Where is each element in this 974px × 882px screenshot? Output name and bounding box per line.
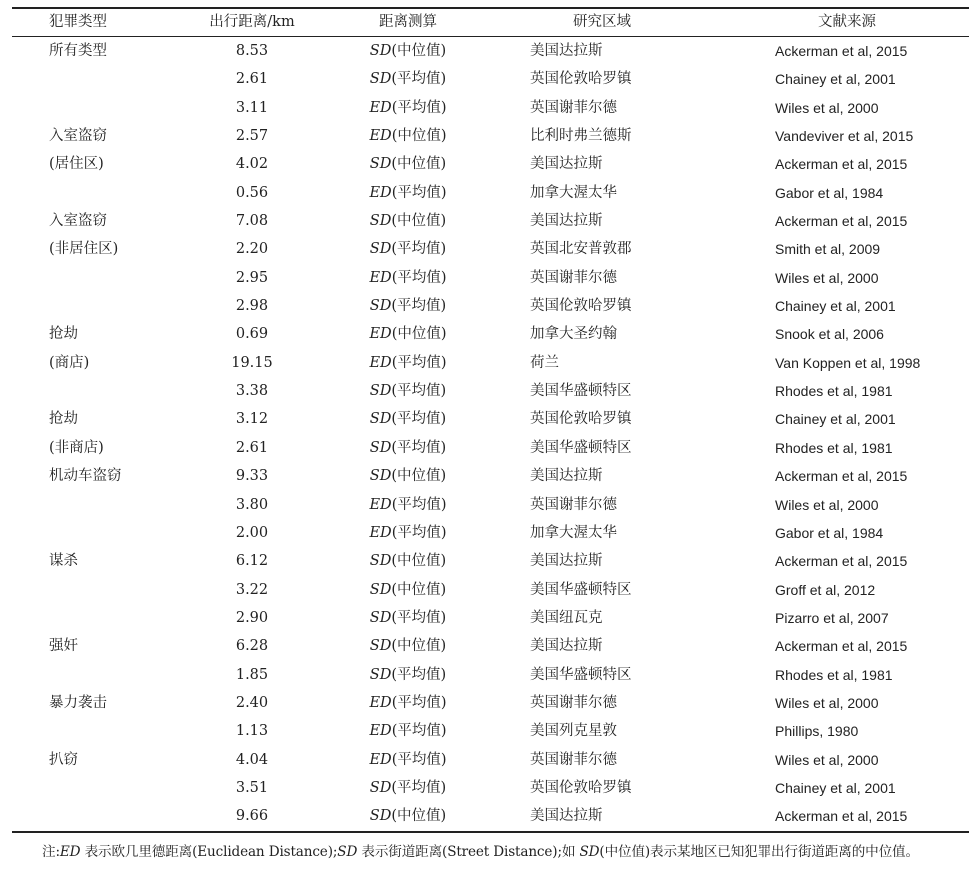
cell-method bbox=[352, 746, 464, 774]
cell-crime-type: 强奸 bbox=[49, 638, 78, 655]
table-row bbox=[12, 661, 969, 689]
cell-distance: 9.66 bbox=[235, 808, 269, 825]
method-stat: (中位值) bbox=[391, 581, 447, 598]
cell-region: 美国华盛顿特区 bbox=[530, 666, 632, 683]
cell-method bbox=[352, 292, 464, 320]
method-stat: (中位值) bbox=[391, 808, 447, 825]
cell-region: 英国伦敦哈罗镇 bbox=[530, 298, 632, 315]
method-abbr: ED bbox=[369, 354, 392, 371]
method-stat: (中位值) bbox=[391, 128, 447, 145]
note-prefix: 注: bbox=[42, 844, 60, 860]
cell-crime-type: 抢劫 bbox=[49, 411, 78, 428]
table-row bbox=[12, 264, 969, 292]
cell-region: 美国达拉斯 bbox=[530, 808, 603, 825]
cell-region: 美国达拉斯 bbox=[530, 468, 603, 485]
table-row bbox=[12, 150, 969, 178]
method-abbr: ED bbox=[369, 269, 392, 286]
cell-source: Wiles et al, 2000 bbox=[775, 694, 879, 711]
method-abbr: SD bbox=[369, 808, 392, 825]
cell-crime-type: 扒窃 bbox=[49, 751, 78, 768]
table-row bbox=[12, 349, 969, 377]
table-row bbox=[12, 377, 969, 405]
cell-source: Wiles et al, 2000 bbox=[775, 751, 879, 768]
cell-source: Ackerman et al, 2015 bbox=[775, 213, 908, 230]
method-stat: (平均值) bbox=[391, 439, 447, 456]
method-stat: (中位值) bbox=[391, 43, 447, 59]
cell-crime-type: 机动车盗窃 bbox=[49, 468, 122, 485]
cell-region: 加拿大渥太华 bbox=[530, 184, 617, 201]
cell-region: 英国伦敦哈罗镇 bbox=[530, 411, 632, 428]
cell-region: 美国华盛顿特区 bbox=[530, 439, 632, 456]
crime-distance-table bbox=[12, 7, 969, 833]
cell-distance: 1.85 bbox=[235, 666, 269, 683]
cell-region: 英国伦敦哈罗镇 bbox=[530, 779, 632, 796]
method-abbr: ED bbox=[369, 694, 392, 711]
method-abbr: SD bbox=[369, 581, 392, 598]
table-row bbox=[12, 65, 969, 93]
cell-crime-type: (非商店) bbox=[49, 439, 104, 456]
cell-method bbox=[352, 150, 464, 178]
cell-region: 英国北安普敦郡 bbox=[530, 241, 632, 258]
table-row bbox=[12, 604, 969, 632]
cell-method bbox=[352, 547, 464, 575]
table-row bbox=[12, 689, 969, 717]
cell-distance: 6.12 bbox=[235, 553, 269, 570]
cell-source: Chainey et al, 2001 bbox=[775, 411, 896, 428]
table-row bbox=[12, 320, 969, 348]
cell-distance: 3.22 bbox=[235, 581, 269, 598]
cell-region: 英国伦敦哈罗镇 bbox=[530, 71, 632, 88]
cell-method bbox=[352, 37, 464, 65]
table-row bbox=[12, 717, 969, 745]
cell-crime-type: (商店) bbox=[49, 354, 90, 371]
table-row bbox=[12, 122, 969, 150]
cell-distance: 6.28 bbox=[235, 638, 269, 655]
cell-distance: 3.11 bbox=[235, 99, 269, 116]
cell-region: 美国达拉斯 bbox=[530, 638, 603, 655]
method-abbr: SD bbox=[369, 43, 392, 59]
cell-region: 英国谢菲尔德 bbox=[530, 269, 617, 286]
cell-source: Pizarro et al, 2007 bbox=[775, 609, 889, 626]
cell-region: 美国华盛顿特区 bbox=[530, 581, 632, 598]
cell-distance: 2.98 bbox=[235, 298, 269, 315]
table-row bbox=[12, 405, 969, 433]
method-stat: (平均值) bbox=[391, 411, 447, 428]
method-stat: (平均值) bbox=[391, 496, 447, 513]
cell-distance: 7.08 bbox=[235, 213, 269, 230]
method-abbr: ED bbox=[369, 128, 392, 145]
cell-distance: 3.38 bbox=[235, 383, 269, 400]
cell-region: 英国谢菲尔德 bbox=[530, 496, 617, 513]
cell-method bbox=[352, 320, 464, 348]
cell-source: Smith et al, 2009 bbox=[775, 241, 881, 258]
note-sd-abbr: SD bbox=[337, 844, 358, 860]
cell-region: 加拿大圣约翰 bbox=[530, 326, 617, 343]
method-abbr: SD bbox=[369, 609, 392, 626]
method-abbr: SD bbox=[369, 213, 392, 230]
cell-region: 美国列克星敦 bbox=[530, 723, 617, 740]
cell-crime-type: 抢劫 bbox=[49, 326, 78, 343]
table-row bbox=[12, 207, 969, 235]
cell-method bbox=[352, 689, 464, 717]
cell-region: 荷兰 bbox=[530, 354, 559, 371]
cell-distance: 0.56 bbox=[235, 184, 269, 201]
cell-source: Gabor et al, 1984 bbox=[775, 184, 884, 201]
cell-source: Chainey et al, 2001 bbox=[775, 71, 896, 88]
cell-crime-type: 入室盗窃 bbox=[49, 128, 107, 145]
cell-method bbox=[352, 604, 464, 632]
note-ed-abbr: ED bbox=[59, 844, 81, 860]
table-row bbox=[12, 235, 969, 263]
method-abbr: SD bbox=[369, 439, 392, 456]
cell-method bbox=[352, 519, 464, 547]
cell-method bbox=[352, 349, 464, 377]
cell-distance: 0.69 bbox=[235, 326, 269, 343]
cell-distance: 1.13 bbox=[235, 723, 269, 740]
table-row bbox=[12, 434, 969, 462]
cell-source: Wiles et al, 2000 bbox=[775, 496, 879, 513]
method-stat: (中位值) bbox=[391, 638, 447, 655]
table-row bbox=[12, 37, 969, 65]
cell-method bbox=[352, 405, 464, 433]
cell-method bbox=[352, 94, 464, 122]
method-stat: (平均值) bbox=[391, 99, 447, 116]
cell-source: Rhodes et al, 1981 bbox=[775, 383, 893, 400]
cell-source: Rhodes et al, 1981 bbox=[775, 439, 893, 456]
cell-region: 美国纽瓦克 bbox=[530, 609, 603, 626]
cell-distance: 4.04 bbox=[235, 751, 269, 768]
header-method: 距离测算 bbox=[379, 14, 437, 30]
cell-method bbox=[352, 717, 464, 745]
table-row bbox=[12, 632, 969, 660]
method-stat: (中位值) bbox=[391, 553, 447, 570]
method-stat: (中位值) bbox=[391, 213, 447, 230]
method-abbr: ED bbox=[369, 99, 392, 116]
table-body bbox=[12, 37, 969, 831]
method-stat: (中位值) bbox=[391, 468, 447, 485]
method-stat: (平均值) bbox=[391, 383, 447, 400]
cell-source: Ackerman et al, 2015 bbox=[775, 553, 908, 570]
cell-source: Vandeviver et al, 2015 bbox=[775, 128, 914, 145]
cell-crime-type: 暴力袭击 bbox=[49, 694, 107, 711]
method-abbr: ED bbox=[369, 326, 392, 343]
method-stat: (平均值) bbox=[391, 241, 447, 258]
method-abbr: SD bbox=[369, 156, 392, 173]
cell-distance: 2.61 bbox=[235, 71, 269, 88]
cell-source: Rhodes et al, 1981 bbox=[775, 666, 893, 683]
method-abbr: SD bbox=[369, 71, 392, 88]
method-stat: (平均值) bbox=[391, 609, 447, 626]
cell-crime-type: 谋杀 bbox=[49, 553, 78, 570]
cell-distance: 3.12 bbox=[235, 411, 269, 428]
cell-region: 美国华盛顿特区 bbox=[530, 383, 632, 400]
cell-distance: 3.80 bbox=[235, 496, 269, 513]
method-stat: (平均值) bbox=[391, 723, 447, 740]
cell-source: Ackerman et al, 2015 bbox=[775, 43, 908, 59]
table-row bbox=[12, 94, 969, 122]
method-abbr: SD bbox=[369, 553, 392, 570]
cell-method bbox=[352, 122, 464, 150]
method-stat: (平均值) bbox=[391, 666, 447, 683]
cell-distance: 3.51 bbox=[235, 779, 269, 796]
cell-source: Ackerman et al, 2015 bbox=[775, 468, 908, 485]
method-abbr: SD bbox=[369, 241, 392, 258]
cell-method bbox=[352, 207, 464, 235]
table-note bbox=[42, 840, 972, 860]
header-distance: 出行距离/km bbox=[209, 14, 295, 30]
method-stat: (平均值) bbox=[391, 524, 447, 541]
table-row bbox=[12, 179, 969, 207]
cell-method bbox=[352, 179, 464, 207]
method-abbr: SD bbox=[369, 666, 392, 683]
cell-method bbox=[352, 235, 464, 263]
cell-region: 加拿大渥太华 bbox=[530, 524, 617, 541]
method-abbr: SD bbox=[369, 638, 392, 655]
table-row bbox=[12, 491, 969, 519]
cell-region: 英国谢菲尔德 bbox=[530, 694, 617, 711]
cell-source: Wiles et al, 2000 bbox=[775, 99, 879, 116]
cell-method bbox=[352, 434, 464, 462]
method-stat: (平均值) bbox=[391, 184, 447, 201]
method-stat: (平均值) bbox=[391, 71, 447, 88]
table-row bbox=[12, 746, 969, 774]
cell-source: Phillips, 1980 bbox=[775, 723, 859, 740]
table-row bbox=[12, 292, 969, 320]
cell-method bbox=[352, 802, 464, 830]
cell-source: Gabor et al, 1984 bbox=[775, 524, 884, 541]
method-abbr: SD bbox=[369, 779, 392, 796]
cell-method bbox=[352, 264, 464, 292]
note-sd2-text: (中位值)表示某地区已知犯罪出行街道距离的中位值。 bbox=[599, 844, 919, 860]
cell-distance: 19.15 bbox=[231, 354, 273, 371]
cell-method bbox=[352, 462, 464, 490]
cell-distance: 2.00 bbox=[235, 524, 269, 541]
cell-method bbox=[352, 65, 464, 93]
method-stat: (平均值) bbox=[391, 298, 447, 315]
cell-crime-type: 所有类型 bbox=[49, 43, 107, 59]
cell-method bbox=[352, 774, 464, 802]
table-row bbox=[12, 519, 969, 547]
method-abbr: ED bbox=[369, 751, 392, 768]
cell-distance: 2.20 bbox=[235, 241, 269, 258]
cell-region: 比利时弗兰德斯 bbox=[530, 128, 632, 145]
table-row bbox=[12, 774, 969, 802]
method-abbr: ED bbox=[369, 524, 392, 541]
table-row bbox=[12, 462, 969, 490]
method-abbr: ED bbox=[369, 184, 392, 201]
method-stat: (平均值) bbox=[391, 354, 447, 371]
cell-crime-type: 入室盗窃 bbox=[49, 213, 107, 230]
method-abbr: SD bbox=[369, 298, 392, 315]
cell-region: 美国达拉斯 bbox=[530, 553, 603, 570]
cell-source: Chainey et al, 2001 bbox=[775, 779, 896, 796]
table-row bbox=[12, 547, 969, 575]
cell-source: Ackerman et al, 2015 bbox=[775, 808, 908, 825]
method-stat: (中位值) bbox=[391, 326, 447, 343]
header-region: 研究区域 bbox=[573, 14, 631, 30]
cell-source: Ackerman et al, 2015 bbox=[775, 156, 908, 173]
note-sd2-abbr: SD bbox=[579, 844, 600, 860]
cell-method bbox=[352, 632, 464, 660]
method-stat: (平均值) bbox=[391, 694, 447, 711]
cell-region: 英国谢菲尔德 bbox=[530, 751, 617, 768]
cell-distance: 2.40 bbox=[235, 694, 269, 711]
note-ed-text: 表示欧几里德距离(Euclidean Distance); bbox=[84, 844, 338, 860]
method-stat: (平均值) bbox=[391, 779, 447, 796]
cell-distance: 2.61 bbox=[235, 439, 269, 456]
cell-method bbox=[352, 576, 464, 604]
cell-distance: 2.90 bbox=[235, 609, 269, 626]
table-row bbox=[12, 802, 969, 830]
method-stat: (平均值) bbox=[391, 269, 447, 286]
cell-region: 英国谢菲尔德 bbox=[530, 99, 617, 116]
table-row bbox=[12, 576, 969, 604]
table-header-row bbox=[12, 9, 969, 36]
cell-source: Wiles et al, 2000 bbox=[775, 269, 879, 286]
method-stat: (中位值) bbox=[391, 156, 447, 173]
cell-crime-type: (居住区) bbox=[49, 156, 104, 173]
cell-distance: 8.53 bbox=[235, 43, 269, 59]
method-abbr: ED bbox=[369, 723, 392, 740]
cell-source: Groff et al, 2012 bbox=[775, 581, 876, 598]
cell-distance: 2.95 bbox=[235, 269, 269, 286]
cell-source: Van Koppen et al, 1998 bbox=[775, 354, 921, 371]
cell-crime-type: (非居住区) bbox=[49, 241, 119, 258]
cell-method bbox=[352, 491, 464, 519]
cell-distance: 4.02 bbox=[235, 156, 269, 173]
cell-region: 美国达拉斯 bbox=[530, 43, 603, 59]
header-source: 文献来源 bbox=[818, 14, 876, 30]
method-abbr: SD bbox=[369, 468, 392, 485]
cell-source: Ackerman et al, 2015 bbox=[775, 638, 908, 655]
method-abbr: ED bbox=[369, 496, 392, 513]
note-sd-text: 表示街道距离(Street Distance);如 bbox=[361, 844, 576, 860]
method-abbr: SD bbox=[369, 411, 392, 428]
cell-region: 美国达拉斯 bbox=[530, 156, 603, 173]
table-bottom-rule bbox=[12, 831, 969, 833]
header-crime-type: 犯罪类型 bbox=[49, 14, 107, 30]
cell-distance: 9.33 bbox=[235, 468, 269, 485]
cell-region: 美国达拉斯 bbox=[530, 213, 603, 230]
cell-method bbox=[352, 377, 464, 405]
method-abbr: SD bbox=[369, 383, 392, 400]
cell-method bbox=[352, 661, 464, 689]
cell-source: Snook et al, 2006 bbox=[775, 326, 884, 343]
method-stat: (平均值) bbox=[391, 751, 447, 768]
cell-distance: 2.57 bbox=[235, 128, 269, 145]
cell-source: Chainey et al, 2001 bbox=[775, 298, 896, 315]
